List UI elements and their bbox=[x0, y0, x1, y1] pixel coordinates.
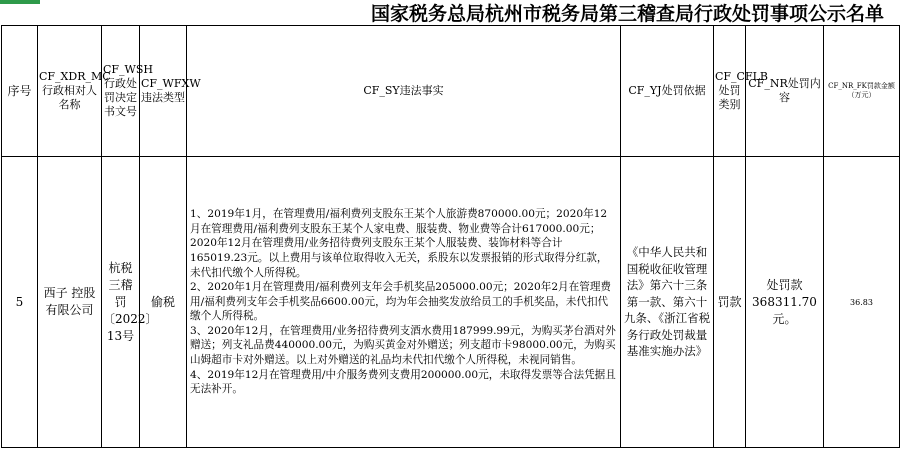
cell-type: 偷税 bbox=[140, 157, 187, 448]
cell-content: 处罚款368311.70元。 bbox=[746, 157, 824, 448]
cell-basis: 《中华人民共和国税收征收管理法》第六十三条第一款、第六十九条、《浙江省税务行政处罚裁量基准实施办法》 bbox=[621, 157, 714, 448]
cell-amount: 36.83 bbox=[824, 157, 900, 448]
header-category: CF_CFLB处罚类别 bbox=[714, 26, 746, 157]
header-row bbox=[2, 26, 900, 157]
fact-item: 4、2019年12月在管理费用/中介服务费列支费用200000.00元，未取得发票等合法凭据且无法补开。 bbox=[190, 368, 616, 396]
cell-category: 罚款 bbox=[714, 157, 746, 448]
cell-fact bbox=[187, 157, 621, 448]
cell-name: 西子 控股有限公司 bbox=[38, 157, 102, 448]
fact-item: 3、2020年12月，在管理费用/业务招待费列支酒水费用187999.99元，为购买茅台酒对外赠送；列支礼品费440000.00元，为购买黄金对外赠送；列支超市卡98000.00元，为购买山姆超市卡对外赠送。以上对外赠送的礼品均未代扣代缴个人所得税，未视同销售。 bbox=[190, 324, 616, 367]
header-seq: 序号 bbox=[2, 26, 38, 157]
cell-seq: 5 bbox=[2, 157, 38, 448]
page-title: 国家税务总局杭州市税务局第三稽查局行政处罚事项公示名单 bbox=[370, 3, 884, 25]
fact-item: 2、2020年1月在管理费用/福利费列支年会手机奖品205000.00元；2020年2月在管理费用/福利费列支年会手机奖品6600.00元，均为年会抽奖发放给员工的手机奖品，未代扣代缴个人所得税。 bbox=[190, 281, 612, 323]
header-fact: CF_SY违法事实 bbox=[187, 26, 621, 157]
header-doc-no: CF_WSH行政处罚决定书文号 bbox=[102, 26, 140, 157]
header-content: CF_NR处罚内容 bbox=[746, 26, 824, 157]
header-amount: CF_NR_FK罚款金额（万元） bbox=[824, 26, 900, 157]
header-type: CF_WFXW违法类型 bbox=[140, 26, 187, 157]
header-basis: CF_YJ处罚依据 bbox=[621, 26, 714, 157]
header-name: CF_XDR_MC行政相对人名称 bbox=[38, 26, 102, 157]
penalty-table bbox=[1, 25, 900, 448]
cell-doc-no: 杭税三稽罚〔2022〕13号 bbox=[102, 157, 140, 448]
fact-item: 1、2019年1月，在管理费用/福利费列支股东王某个人旅游费870000.00元；2020年12月在管理费用/福利费列支股东王某个人家电费、服装费、物业费等合计617000.00元；2020年12月在管理费用/业务招待费列支股东王某个人服装费、装饰材料等合计165019.23元。以上费用与该单位取得收入无关，系股东以发票报销的形式取得分红款，未代扣代缴个人所得税。 bbox=[190, 208, 608, 279]
table-row bbox=[2, 157, 900, 448]
